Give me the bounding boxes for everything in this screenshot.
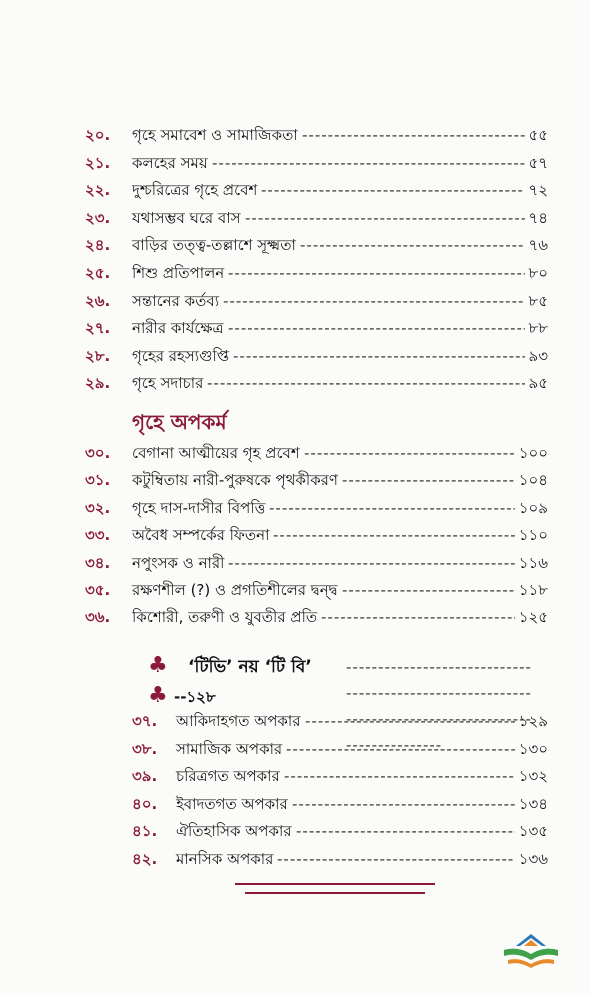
dot-leader bbox=[228, 260, 525, 286]
entry-number: ৩৫. bbox=[85, 581, 111, 599]
entry-number: ৩২. bbox=[85, 498, 111, 517]
entry-number: ২৩. bbox=[85, 208, 111, 227]
entry-page: ৫৫ bbox=[528, 126, 548, 144]
toc-entry[interactable] bbox=[0, 818, 591, 844]
entry-number: ৩৮. bbox=[132, 739, 158, 758]
entry-page: ৮৮ bbox=[528, 319, 548, 338]
dot-leader bbox=[233, 343, 525, 369]
entry-number: ২৬. bbox=[85, 291, 111, 310]
entry-page: ১৩৪ bbox=[518, 794, 548, 813]
toc-entry[interactable] bbox=[0, 315, 591, 341]
entry-number: ২৯. bbox=[85, 374, 111, 393]
entry-title: বেগানা আত্মীয়ের গৃহ প্রবেশ bbox=[132, 444, 300, 462]
entry-page: ৭৬ bbox=[528, 236, 548, 255]
dot-leader bbox=[284, 763, 515, 789]
entry-page: ৯৩ bbox=[528, 346, 548, 365]
dot-leader bbox=[304, 440, 515, 466]
dot-leader bbox=[277, 846, 515, 872]
entry-title: রক্ষণশীল (?) ও প্রগতিশীলের দ্বন্দ্ব bbox=[132, 581, 338, 599]
entry-number: ৩৭. bbox=[132, 712, 158, 730]
toc-entry[interactable] bbox=[0, 550, 591, 576]
entry-page: ৮০ bbox=[528, 264, 548, 282]
book-logo-icon bbox=[500, 930, 562, 974]
entry-number: ২১. bbox=[85, 153, 111, 172]
entry-title: ঐতিহাসিক অপকার bbox=[176, 822, 292, 840]
entry-number: ২৫. bbox=[85, 264, 111, 282]
entry-page: ১৩৬ bbox=[518, 849, 548, 868]
tv-section-title: ‘টিভি’ নয় ‘টি বি’ bbox=[188, 657, 312, 677]
dot-leader bbox=[321, 604, 515, 630]
entry-number: ৩০. bbox=[85, 444, 111, 462]
toc-entry[interactable] bbox=[0, 440, 591, 466]
entry-number: ৩৩. bbox=[85, 526, 111, 545]
entry-page: ১২৫ bbox=[518, 608, 548, 627]
dot-leader bbox=[261, 177, 524, 203]
entry-title: মানসিক অপকার bbox=[176, 849, 274, 868]
entry-page: ১৩২ bbox=[518, 767, 548, 785]
entry-title: কিশোরী, তরুণী ও যুবতীর প্রতি bbox=[132, 608, 318, 627]
entry-number: ৪২. bbox=[132, 849, 158, 868]
entry-title: যথাসম্ভব ঘরে বাস bbox=[132, 208, 241, 227]
dot-leader bbox=[342, 467, 515, 493]
dot-leader bbox=[228, 315, 525, 341]
entry-page: ৭৪ bbox=[528, 208, 548, 227]
entry-number: ২০. bbox=[85, 126, 111, 144]
dot-leader bbox=[302, 122, 525, 148]
entry-title: চরিত্রগত অপকার bbox=[176, 767, 280, 785]
divider-line bbox=[235, 883, 435, 885]
toc-entry[interactable] bbox=[0, 495, 591, 521]
entry-title: গৃহে সমাবেশ ও সামাজিকতা bbox=[132, 126, 298, 144]
entry-number: ৪১. bbox=[132, 822, 158, 840]
entry-title: অবৈধ সম্পর্কের ফিতনা bbox=[132, 526, 270, 545]
toc-entry[interactable] bbox=[0, 205, 591, 231]
entry-title: ইবাদতগত অপকার bbox=[176, 794, 288, 813]
tv-leader bbox=[346, 654, 536, 758]
entry-page: ১০৪ bbox=[518, 471, 548, 490]
entry-number: ৩৯. bbox=[132, 767, 158, 785]
dot-leader bbox=[292, 791, 515, 817]
entry-title: সামাজিক অপকার bbox=[176, 739, 283, 758]
entry-title: শিশু প্রতিপালন bbox=[132, 264, 225, 282]
toc-entry[interactable] bbox=[0, 232, 591, 258]
entry-number: ৩৬. bbox=[85, 608, 111, 627]
entry-title: গৃহের রহস্যগুপ্তি bbox=[132, 346, 230, 365]
dot-leader bbox=[245, 205, 525, 231]
dot-leader bbox=[342, 577, 515, 603]
dot-leader bbox=[207, 370, 525, 396]
entry-page: ১৩৫ bbox=[518, 822, 548, 840]
toc-entry[interactable] bbox=[0, 343, 591, 369]
toc-entry[interactable] bbox=[0, 604, 591, 630]
entry-number: ৩৪. bbox=[85, 553, 111, 572]
divider-line bbox=[245, 892, 425, 894]
toc-entry[interactable] bbox=[0, 846, 591, 872]
toc-entry[interactable] bbox=[0, 791, 591, 817]
dot-leader bbox=[269, 495, 515, 521]
dot-leader bbox=[273, 522, 515, 548]
entry-page: ১০০ bbox=[518, 444, 548, 462]
entry-title: আকিদাহগত অপকার bbox=[176, 712, 301, 730]
entry-title: কটুম্বিতায় নারী-পুরুষকে পৃথকীকরণ bbox=[132, 471, 339, 490]
dot-leader bbox=[212, 150, 525, 176]
toc-entry[interactable] bbox=[0, 260, 591, 286]
toc-entry[interactable] bbox=[0, 522, 591, 548]
club-icon: ♣ bbox=[148, 653, 168, 678]
toc-entry[interactable] bbox=[0, 288, 591, 314]
entry-number: ২২. bbox=[85, 181, 111, 200]
toc-entry[interactable] bbox=[0, 370, 591, 396]
entry-page: ১২৯ bbox=[518, 712, 548, 730]
toc-entry[interactable] bbox=[0, 122, 591, 148]
entry-page: ১১৬ bbox=[518, 553, 548, 572]
entry-page: ৭২ bbox=[528, 181, 548, 200]
dot-leader bbox=[223, 288, 525, 314]
club-icon: ♣ bbox=[148, 683, 168, 708]
toc-entry[interactable] bbox=[0, 467, 591, 493]
toc-entry[interactable] bbox=[0, 177, 591, 203]
toc-entry[interactable] bbox=[0, 577, 591, 603]
entry-number: ২৭. bbox=[85, 319, 111, 338]
entry-title: দুশ্চরিত্রের গৃহে প্রবেশ bbox=[132, 181, 258, 200]
entry-title: সন্তানের কর্তব্য bbox=[132, 291, 220, 310]
toc-entry[interactable] bbox=[0, 150, 591, 176]
entry-number: ২৮. bbox=[85, 346, 111, 365]
toc-entry[interactable] bbox=[0, 763, 591, 789]
entry-number: ২৪. bbox=[85, 236, 111, 255]
entry-number: ৪০. bbox=[132, 794, 158, 813]
dot-leader bbox=[300, 232, 524, 258]
entry-page: ১৩০ bbox=[518, 739, 548, 758]
entry-page: ১০৯ bbox=[518, 498, 548, 517]
entry-title: কলহের সময় bbox=[132, 153, 208, 172]
section-heading: গৃহে অপকর্ম bbox=[132, 410, 227, 434]
entry-title: নারীর কার্যক্ষেত্র bbox=[132, 319, 224, 338]
dot-leader bbox=[296, 818, 515, 844]
entry-title: গৃহে দাস-দাসীর বিপত্তি bbox=[132, 498, 266, 517]
entry-title: গৃহে সদাচার bbox=[132, 374, 204, 393]
entry-page: ৯৫ bbox=[528, 374, 548, 393]
entry-page: ১১০ bbox=[518, 526, 548, 545]
entry-page: ৮৫ bbox=[528, 291, 548, 310]
dot-leader bbox=[228, 550, 515, 576]
entry-page: ৫৭ bbox=[528, 153, 548, 172]
entry-title: বাড়ির তত্ত্ব-তল্লাশে সূক্ষ্মতা bbox=[132, 236, 296, 255]
tv-section-page: --১২৮ bbox=[174, 688, 216, 706]
entry-page: ১১৮ bbox=[518, 581, 548, 599]
entry-number: ৩১. bbox=[85, 471, 111, 490]
entry-title: নপুংসক ও নারী bbox=[132, 553, 225, 572]
